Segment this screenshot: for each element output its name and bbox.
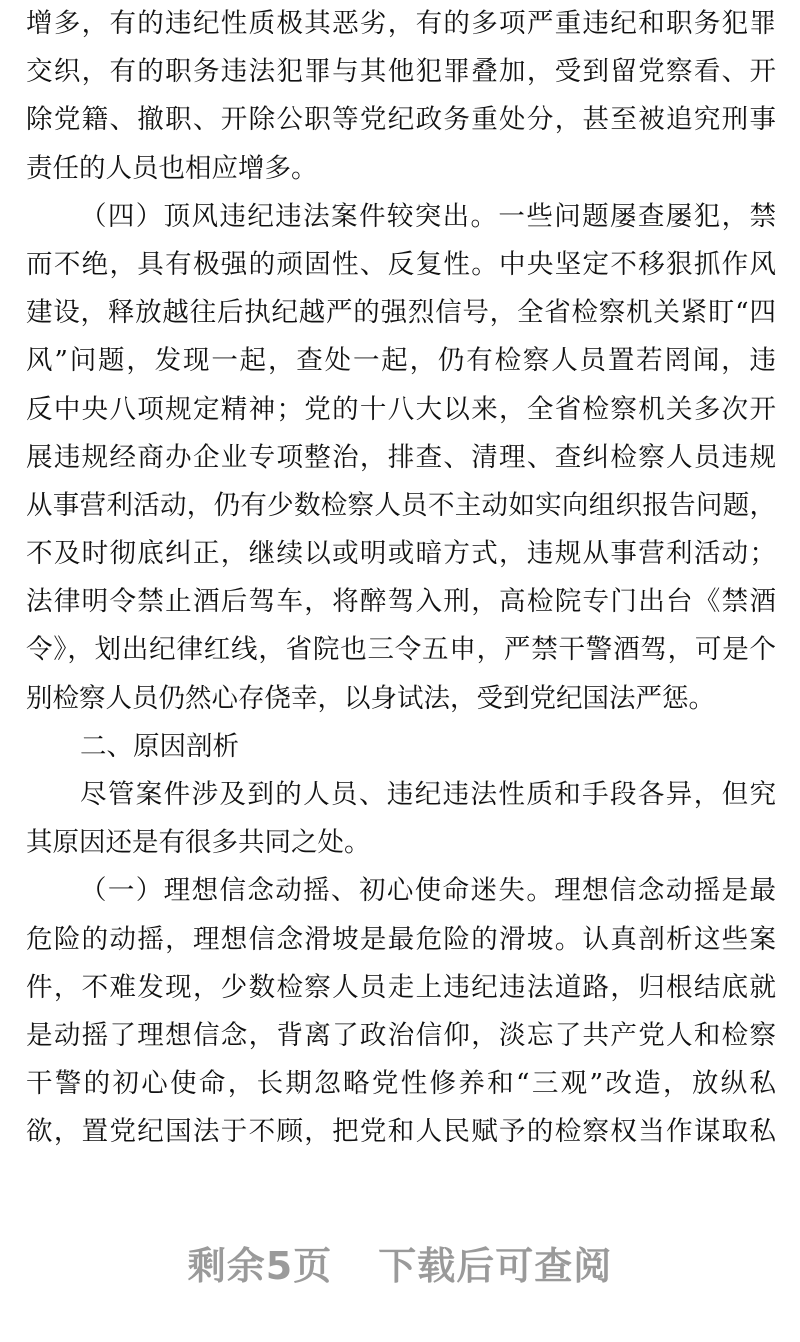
text-line: 不及时彻底纠正，继续以或明或暗方式，违规从事营利活动； [26,538,776,570]
text-line: 危险的动摇，理想信念滑坡是最危险的滑坡。认真剖析这些案 [26,923,776,955]
text-line: 而不绝，具有极强的顽固性、反复性。中央坚定不移狠抓作风 [26,248,776,280]
text-line: 干警的初心使命，长期忽略党性修养和“三观”改造，放纵私 [26,1068,776,1100]
text-line: 欲，置党纪国法于不顾，把党和人民赋予的检察权当作谋取私 [26,1116,776,1148]
text-line: 从事营利活动，仍有少数检察人员不主动如实向组织报告问题， [26,489,776,521]
text-line: 除党籍、撤职、开除公职等党纪政务重处分，甚至被追究刑事 [26,104,776,136]
section-heading: 二、原因剖析 [80,730,239,762]
download-hint-label: 下载后可查阅 [378,1244,613,1288]
text-line: 其原因还是有很多共同之处。 [26,827,371,859]
text-line: 法律明令禁止酒后驾车，将醉驾入刑，高检院专门出台《禁酒 [26,586,776,618]
text-line: 风”问题，发现一起，查处一起，仍有检察人员置若罔闻，违 [26,345,776,377]
text-line: 展违规经商办企业专项整治，排查、清理、查纠检察人员违规 [26,441,776,473]
paragraph-heading-line: （四）顶风违纪违法案件较突出。一些问题屡查屡犯，禁 [80,200,776,232]
text-line: 是动摇了理想信念，背离了政治信仰，淡忘了共产党人和检察 [26,1019,776,1051]
text-line: 责任的人员也相应增多。 [26,152,318,184]
text-line: 别检察人员仍然心存侥幸，以身试法，受到党纪国法严惩。 [26,682,715,714]
paragraph-heading-line: （一）理想信念动摇、初心使命迷失。理想信念动摇是最 [80,875,776,907]
download-banner[interactable] [0,1238,800,1294]
remaining-pages-label: 剩余5页 [187,1244,333,1288]
document-body [26,0,776,1157]
text-line: 建设，释放越往后执纪越严的强烈信号，全省检察机关紧盯“四 [26,297,776,329]
text-line: 增多，有的违纪性质极其恶劣，有的多项严重违纪和职务犯罪 [26,8,776,39]
text-line: 件，不难发现，少数检察人员走上违纪违法道路，归根结底就 [26,971,776,1003]
text-line: 尽管案件涉及到的人员、违纪违法性质和手段各异，但究 [80,779,776,810]
text-line: 反中央八项规定精神；党的十八大以来，全省检察机关多次开 [26,393,776,425]
text-line: 交织，有的职务违法犯罪与其他犯罪叠加，受到留党察看、开 [26,56,776,88]
text-line: 令》，划出纪律红线，省院也三令五申，严禁干警酒驾，可是个 [26,634,776,666]
